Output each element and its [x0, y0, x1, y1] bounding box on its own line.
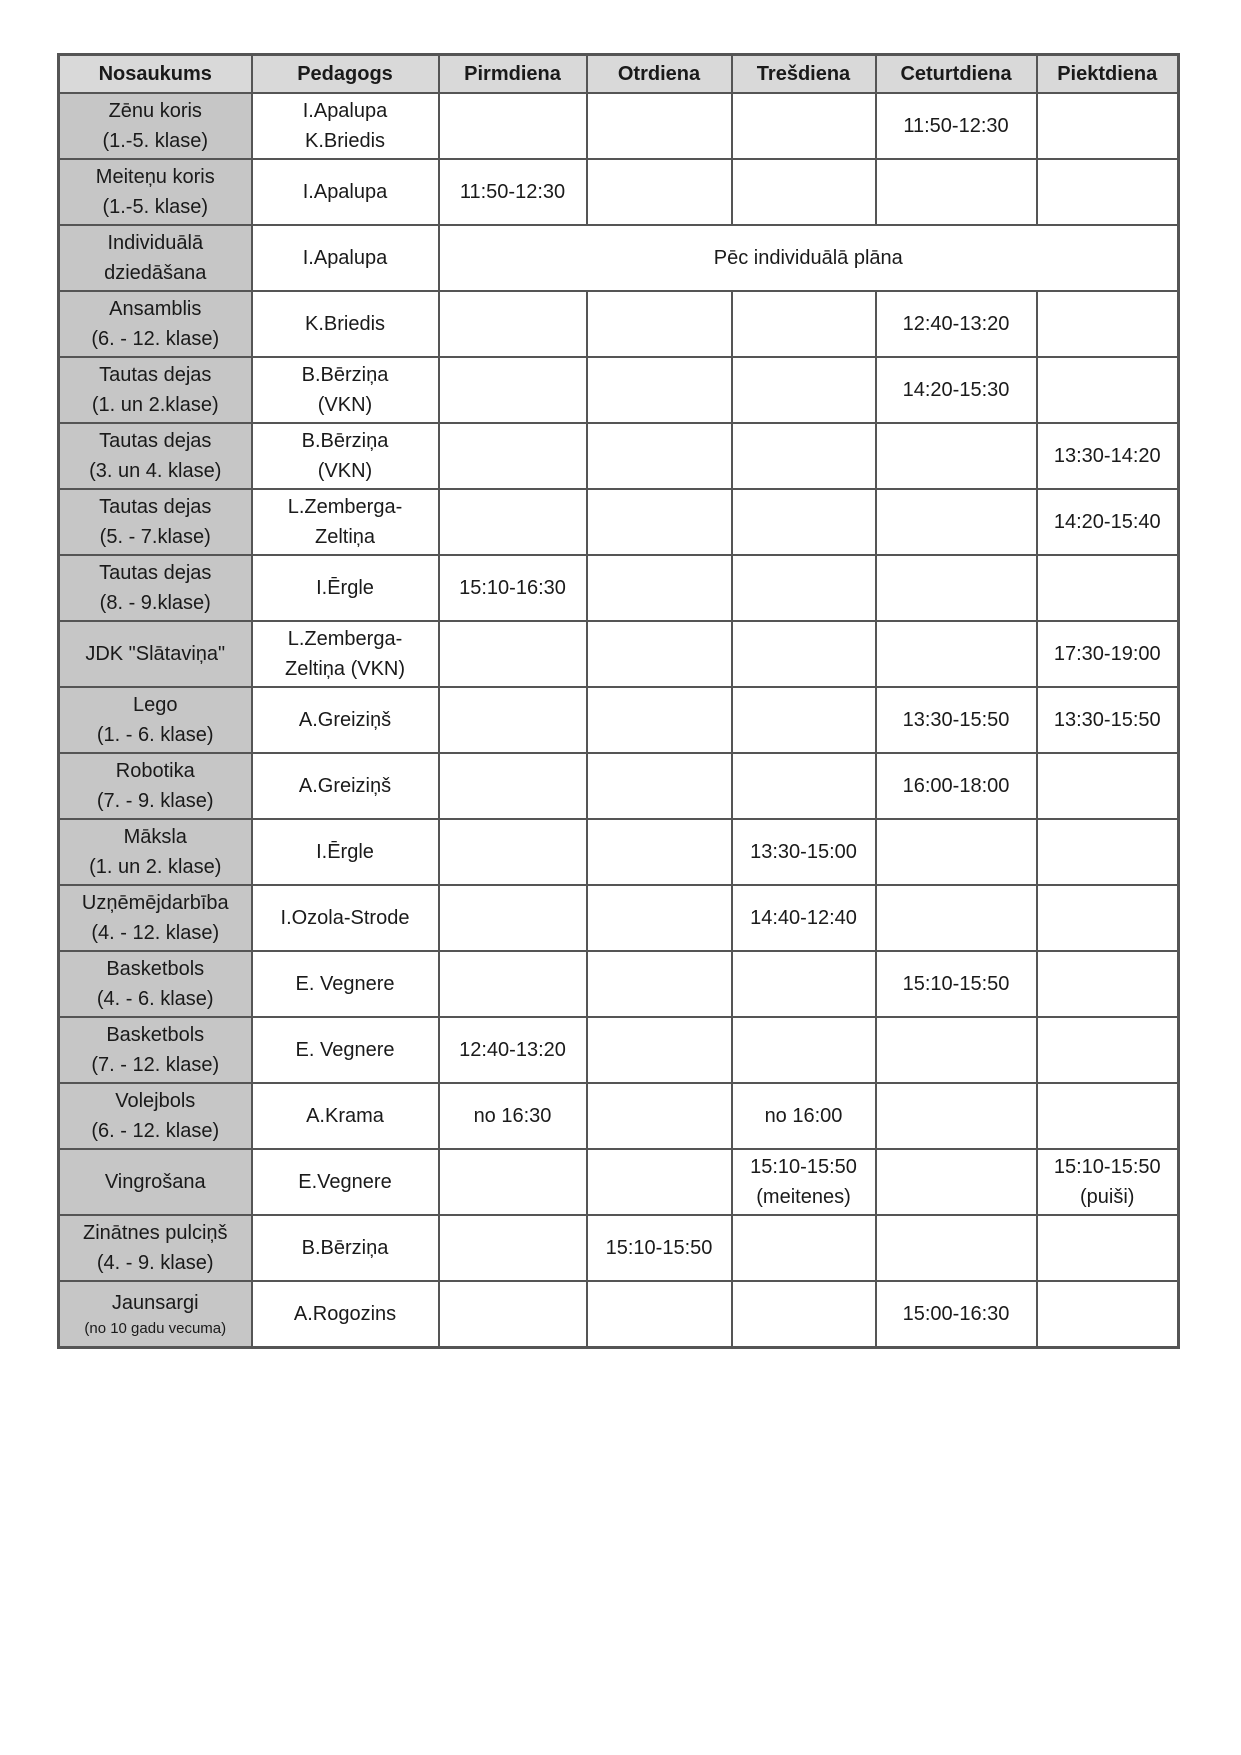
schedule-cell-otrdiena [587, 1281, 732, 1348]
schedule-cell-tresdiena [732, 1281, 876, 1348]
schedule-cell-pirmdiena [439, 93, 587, 159]
schedule-cell-tresdiena [732, 687, 876, 753]
schedule-cell-pirmdiena: 15:10-16:30 [439, 555, 587, 621]
schedule-cell-otrdiena [587, 951, 732, 1017]
table-row [59, 687, 1179, 753]
activity-name-cell: Tautas dejas (5. - 7.klase) [59, 489, 252, 555]
schedule-cell-piektdiena: 13:30-15:50 [1037, 687, 1179, 753]
column-header-otrdiena: Otrdiena [587, 55, 732, 94]
schedule-cell-pirmdiena [439, 753, 587, 819]
schedule-cell-otrdiena [587, 819, 732, 885]
schedule-cell-ceturtdiena [876, 1215, 1037, 1281]
schedule-cell-otrdiena [587, 687, 732, 753]
schedule-cell-pirmdiena: no 16:30 [439, 1083, 587, 1149]
schedule-cell-pirmdiena [439, 423, 587, 489]
teacher-cell: L.Zemberga- Zeltiņa [252, 489, 439, 555]
table-row [59, 1215, 1179, 1281]
schedule-cell-otrdiena [587, 753, 732, 819]
teacher-cell: I.Ozola-Strode [252, 885, 439, 951]
table-row [59, 291, 1179, 357]
activity-name-cell: Basketbols (7. - 12. klase) [59, 1017, 252, 1083]
schedule-cell-pirmdiena: 12:40-13:20 [439, 1017, 587, 1083]
schedule-cell-piektdiena [1037, 159, 1179, 225]
table-row [59, 753, 1179, 819]
schedule-cell-pirmdiena [439, 1149, 587, 1215]
schedule-cell-ceturtdiena [876, 1083, 1037, 1149]
schedule-cell-otrdiena [587, 1083, 732, 1149]
teacher-cell: I.Apalupa [252, 159, 439, 225]
schedule-cell-otrdiena [587, 885, 732, 951]
table-row [59, 819, 1179, 885]
table-row [59, 555, 1179, 621]
schedule-cell-ceturtdiena [876, 159, 1037, 225]
schedule-cell-piektdiena [1037, 1083, 1179, 1149]
schedule-cell-piektdiena [1037, 1215, 1179, 1281]
schedule-cell-pirmdiena [439, 687, 587, 753]
teacher-cell: B.Bērziņa (VKN) [252, 357, 439, 423]
column-header-pirmdiena: Pirmdiena [439, 55, 587, 94]
schedule-cell-tresdiena [732, 93, 876, 159]
activity-name-cell: JDK "Slātaviņa" [59, 621, 252, 687]
schedule-cell-pirmdiena [439, 489, 587, 555]
schedule-cell-ceturtdiena [876, 1017, 1037, 1083]
schedule-cell-tresdiena [732, 621, 876, 687]
column-header-ceturtdiena: Ceturtdiena [876, 55, 1037, 94]
schedule-cell-pirmdiena: 11:50-12:30 [439, 159, 587, 225]
schedule-cell-piektdiena: 17:30-19:00 [1037, 621, 1179, 687]
schedule-cell-ceturtdiena: 11:50-12:30 [876, 93, 1037, 159]
teacher-cell: I.Ērgle [252, 555, 439, 621]
schedule-cell-tresdiena: 15:10-15:50 (meitenes) [732, 1149, 876, 1215]
schedule-cell-ceturtdiena [876, 555, 1037, 621]
schedule-cell-otrdiena [587, 555, 732, 621]
schedule-cell-tresdiena: no 16:00 [732, 1083, 876, 1149]
schedule-cell-pirmdiena [439, 819, 587, 885]
schedule-cell-piektdiena: 15:10-15:50 (puiši) [1037, 1149, 1179, 1215]
activity-name-cell: Uzņēmējdarbība (4. - 12. klase) [59, 885, 252, 951]
teacher-cell: B.Bērziņa [252, 1215, 439, 1281]
teacher-cell: I.Ērgle [252, 819, 439, 885]
schedule-cell-ceturtdiena: 15:00-16:30 [876, 1281, 1037, 1348]
schedule-cell-otrdiena: 15:10-15:50 [587, 1215, 732, 1281]
schedule-cell-otrdiena [587, 621, 732, 687]
activity-name-cell: Volejbols (6. - 12. klase) [59, 1083, 252, 1149]
schedule-cell-tresdiena [732, 357, 876, 423]
schedule-cell-tresdiena [732, 159, 876, 225]
schedule-cell-ceturtdiena [876, 489, 1037, 555]
activity-name-cell: Zēnu koris (1.-5. klase) [59, 93, 252, 159]
schedule-cell-piektdiena [1037, 951, 1179, 1017]
schedule-cell-ceturtdiena [876, 621, 1037, 687]
schedule-cell-piektdiena [1037, 1281, 1179, 1348]
column-header-tresdiena: Trešdiena [732, 55, 876, 94]
table-row [59, 357, 1179, 423]
teacher-cell: A.Rogozins [252, 1281, 439, 1348]
schedule-cell-tresdiena: 13:30-15:00 [732, 819, 876, 885]
schedule-cell-tresdiena [732, 951, 876, 1017]
schedule-cell-tresdiena: 14:40-12:40 [732, 885, 876, 951]
teacher-cell: A.Greiziņš [252, 753, 439, 819]
schedule-cell-otrdiena [587, 1017, 732, 1083]
activity-name-cell: Basketbols (4. - 6. klase) [59, 951, 252, 1017]
schedule-cell-otrdiena [587, 1149, 732, 1215]
schedule-cell-otrdiena [587, 357, 732, 423]
activity-name-cell: Ansamblis (6. - 12. klase) [59, 291, 252, 357]
header-row [59, 55, 1179, 94]
schedule-cell-ceturtdiena [876, 885, 1037, 951]
schedule-cell-pirmdiena [439, 885, 587, 951]
schedule-cell-pirmdiena [439, 291, 587, 357]
table-row [59, 93, 1179, 159]
table-row [59, 423, 1179, 489]
schedule-cell-piektdiena [1037, 357, 1179, 423]
column-header-nosaukums: Nosaukums [59, 55, 252, 94]
schedule-cell-otrdiena [587, 93, 732, 159]
table-row [59, 621, 1179, 687]
table-row [59, 489, 1179, 555]
table-row [59, 1149, 1179, 1215]
activity-name-cell: Vingrošana [59, 1149, 252, 1215]
schedule-cell-tresdiena [732, 1215, 876, 1281]
table-row [59, 885, 1179, 951]
schedule-cell-tresdiena [732, 753, 876, 819]
activity-name-cell: Robotika (7. - 9. klase) [59, 753, 252, 819]
teacher-cell: A.Greiziņš [252, 687, 439, 753]
schedule-cell-piektdiena: 13:30-14:20 [1037, 423, 1179, 489]
table-row [59, 951, 1179, 1017]
schedule-cell-ceturtdiena [876, 1149, 1037, 1215]
column-header-piektdiena: Piektdiena [1037, 55, 1179, 94]
table-row [59, 225, 1179, 291]
schedule-table [57, 53, 1180, 1349]
activity-name-cell: Tautas dejas (1. un 2.klase) [59, 357, 252, 423]
activity-name-cell: Meiteņu koris (1.-5. klase) [59, 159, 252, 225]
activity-name-cell: Lego (1. - 6. klase) [59, 687, 252, 753]
activity-name-cell: Māksla (1. un 2. klase) [59, 819, 252, 885]
table-header [59, 55, 1179, 94]
teacher-cell: I.Apalupa [252, 225, 439, 291]
schedule-cell-pirmdiena [439, 1215, 587, 1281]
schedule-cell-tresdiena [732, 1017, 876, 1083]
schedule-cell-piektdiena [1037, 555, 1179, 621]
table-body [59, 93, 1179, 1348]
table-row [59, 1083, 1179, 1149]
schedule-cell-piektdiena: 14:20-15:40 [1037, 489, 1179, 555]
schedule-cell-tresdiena [732, 423, 876, 489]
merged-note-cell: Pēc individuālā plāna [439, 225, 1179, 291]
schedule-cell-pirmdiena [439, 951, 587, 1017]
schedule-cell-ceturtdiena: 12:40-13:20 [876, 291, 1037, 357]
schedule-cell-otrdiena [587, 489, 732, 555]
schedule-cell-ceturtdiena: 16:00-18:00 [876, 753, 1037, 819]
activity-name-cell: Tautas dejas (8. - 9.klase) [59, 555, 252, 621]
schedule-cell-piektdiena [1037, 885, 1179, 951]
schedule-cell-otrdiena [587, 423, 732, 489]
teacher-cell: E.Vegnere [252, 1149, 439, 1215]
column-header-pedagogs: Pedagogs [252, 55, 439, 94]
teacher-cell: E. Vegnere [252, 1017, 439, 1083]
schedule-cell-pirmdiena [439, 621, 587, 687]
table-row [59, 1017, 1179, 1083]
teacher-cell: I.Apalupa K.Briedis [252, 93, 439, 159]
schedule-cell-ceturtdiena [876, 423, 1037, 489]
schedule-cell-tresdiena [732, 489, 876, 555]
table-row [59, 159, 1179, 225]
schedule-cell-pirmdiena [439, 1281, 587, 1348]
schedule-cell-otrdiena [587, 159, 732, 225]
activity-name-cell: Zinātnes pulciņš (4. - 9. klase) [59, 1215, 252, 1281]
schedule-cell-tresdiena [732, 291, 876, 357]
schedule-cell-otrdiena [587, 291, 732, 357]
schedule-cell-piektdiena [1037, 1017, 1179, 1083]
activity-name-cell: Jaunsargi (no 10 gadu vecuma) [59, 1281, 252, 1348]
schedule-cell-ceturtdiena: 14:20-15:30 [876, 357, 1037, 423]
schedule-cell-piektdiena [1037, 819, 1179, 885]
schedule-cell-ceturtdiena: 13:30-15:50 [876, 687, 1037, 753]
teacher-cell: K.Briedis [252, 291, 439, 357]
schedule-cell-ceturtdiena: 15:10-15:50 [876, 951, 1037, 1017]
schedule-cell-tresdiena [732, 555, 876, 621]
schedule-cell-piektdiena [1037, 93, 1179, 159]
activity-name-cell: Individuālā dziedāšana [59, 225, 252, 291]
schedule-cell-piektdiena [1037, 291, 1179, 357]
schedule-cell-piektdiena [1037, 753, 1179, 819]
teacher-cell: L.Zemberga- Zeltiņa (VKN) [252, 621, 439, 687]
teacher-cell: A.Krama [252, 1083, 439, 1149]
schedule-cell-pirmdiena [439, 357, 587, 423]
table-row [59, 1281, 1179, 1348]
schedule-cell-ceturtdiena [876, 819, 1037, 885]
teacher-cell: E. Vegnere [252, 951, 439, 1017]
teacher-cell: B.Bērziņa (VKN) [252, 423, 439, 489]
activity-name-cell: Tautas dejas (3. un 4. klase) [59, 423, 252, 489]
